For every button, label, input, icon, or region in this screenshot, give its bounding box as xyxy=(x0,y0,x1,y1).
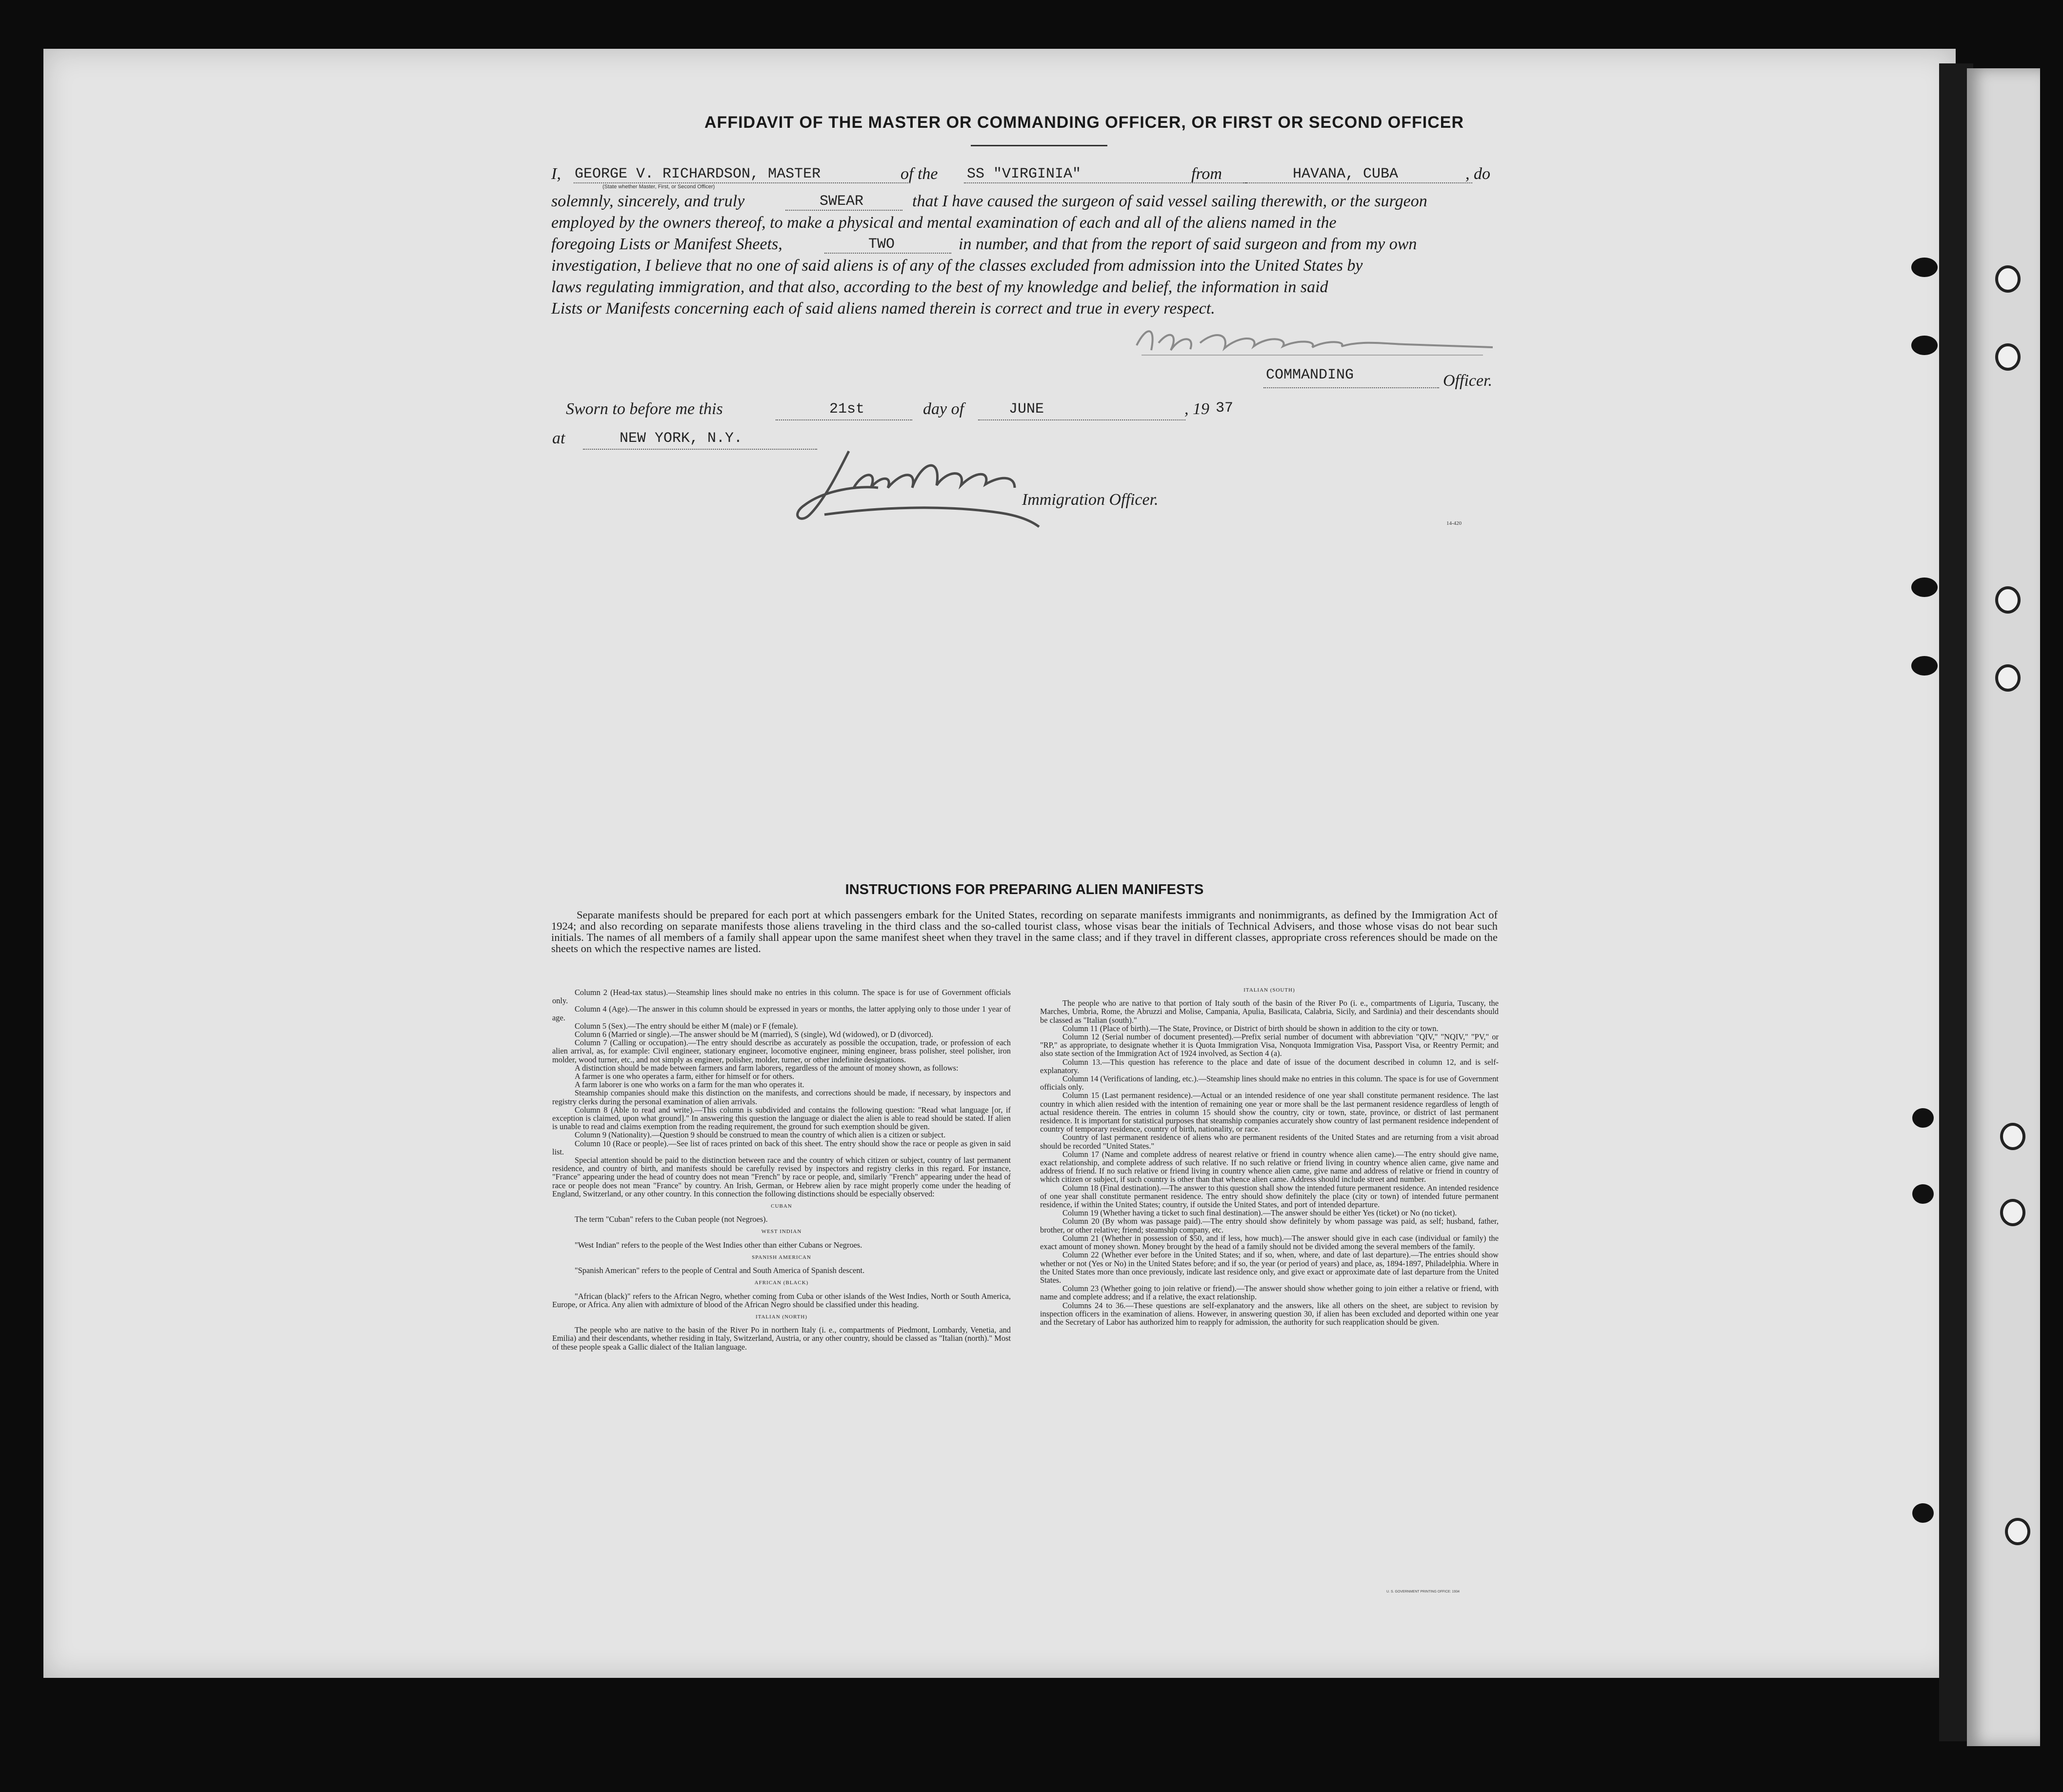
sworn-month-blank xyxy=(978,402,1185,420)
affidavit-line-6: laws regulating immigration, and that also, according to the best of my knowledge and belief, the information in said xyxy=(551,278,1328,296)
instruction-paragraph: Column 21 (Whether in possession of $50, and if less, how much).—The answer should give in each case (individual or family) the exact amount of money shown. Money brought by the head of a family should not be divided among the several members of the family. xyxy=(1040,1233,1499,1252)
punch-hole xyxy=(1912,1503,1934,1523)
instructions-intro: Separate manifests should be prepared for each port at which passengers embark for the United States, recording on separate manifests immigrants and nonimmigrants, as defined by the Immigration Act of 1924; and also recording on separate manifests those aliens traveling in the third class and the so-called tourist class, whose visas bear the initials of Technical Advisers, and those whose visas do not bear such initials. The names of all members of a family shall appear upon the same manifest sheet when they travel in the same class; and if they travel in different classes, appropriate cross references should be made on the sheets on which the respective names are listed. xyxy=(551,909,1498,955)
instruction-paragraph: Column 11 (Place of birth).—The State, Province, or District of birth should be shown in addition to the city or town. xyxy=(1062,1023,1439,1033)
sworn-place-field: NEW YORK, N.Y. xyxy=(620,430,743,447)
instruction-paragraph: Column 18 (Final destination).—The answer to this question shall show the intended future permanent residence. An intended residence of one year shall constitute permanent residence. The entry should show definitely the place (city or town) of intended future permanent residence, if within the United States; country, if outside the United States, and port of intended departure. xyxy=(1040,1183,1499,1210)
instruction-paragraph: Column 22 (Whether ever before in the United States; and if so, when, where, and date of last departure).—The entries should show whether or not (Yes or No) in the United States before; and if so, the year (or period of years) and place, as, 1894-1897, Philadelphia. Where in the United States more than once previously, indicate last residence only, and give exact or approximate date of last departure from the United States. xyxy=(1040,1250,1499,1285)
instruction-paragraph: "Spanish American" refers to the people of Central and South America of Spanish descent. xyxy=(575,1266,865,1275)
instruction-paragraph: Column 10 (Race or people).—See list of races printed on back of this sheet. The entry should show the race or people as given in said list. xyxy=(552,1138,1011,1156)
instruction-paragraph: The people who are native to that portion of Italy south of the basin of the River Po (i. e., compartments of Liguria, Tuscany, the Marches, Umbria, Rome, the Abruzzi and Molise, Campania, Apulia, Basilicata, Calabria, Sicily, and Sardinia) and their descendants should be classed as "Italian (south)." xyxy=(1040,998,1499,1025)
instruction-paragraph: Column 4 (Age).—The answer in this column should be expressed in years or months, the latter applying only to those under 1 year of age. xyxy=(552,1004,1011,1022)
section-heading: CUBAN xyxy=(771,1203,792,1210)
instruction-paragraph: Column 6 (Married or single).—The answer should be M (married), S (single), Wd (widowed), or D (divorced). xyxy=(575,1030,933,1039)
port-blank xyxy=(1243,165,1472,183)
sworn-day-field: 21st xyxy=(829,401,865,418)
instruction-paragraph: "West Indian" refers to the people of the West Indies other than either Cubans or Negroes. xyxy=(575,1240,862,1250)
adjacent-page-edge xyxy=(1967,68,2040,1746)
instruction-paragraph: Column 15 (Last permanent residence).—Actual or an intended residence of one year shall constitute permanent residence. The last country in which alien resided with the intention of remaining one year or more shall be the last permanent residence regardless of length of actual residence therein. The entries in column 15 should show the country, city or town, state, province, or district of last permanent residence. It is important for statistical purposes that steamship companies accurately show country of last permanent residence independent of country of temporary residence, country of birth, nationality, or race. xyxy=(1040,1091,1499,1134)
affidavit-line-4 xyxy=(551,233,1502,256)
year-prefix: , 19 xyxy=(1184,400,1209,418)
punch-hole xyxy=(1911,577,1938,597)
instruction-paragraph: Column 23 (Whether going to join relative or friend).—The answer should show whether going to join either a relative or friend, with name and complete address; and if a relative, the exact relationship. xyxy=(1040,1284,1499,1302)
section-heading: ITALIAN (NORTH) xyxy=(755,1314,808,1320)
instructions-left-column xyxy=(552,988,1011,1351)
instruction-paragraph: Column 19 (Whether having a ticket to such final destination).—The answer should be either Yes (ticket) or No (no ticket). xyxy=(1062,1208,1457,1218)
punch-hole xyxy=(1912,1108,1934,1128)
oath-field: SWEAR xyxy=(820,193,864,210)
instruction-paragraph: Column 17 (Name and complete address of nearest relative or friend in country whence alien came).—The entry should give name, exact relationship, and complete address of such relative. If no such relative or friend living in country whence alien came, give name and address of friend. If no such relative or friend living in country whence alien came, give name and address of relative or friend in country of which citizen or subject, if such country is other than that whence alien came. Address should include street and number. xyxy=(1040,1149,1499,1184)
immigration-officer-signature xyxy=(781,441,1054,534)
instruction-paragraph: Special attention should be paid to the distinction between race and the country of which citizen or subject, country of last permanent residence, and country of birth, and manifests should be carefully revised by inspectors and registry clerks in this regard. For instance, "France" appearing under the head of country does not mean "French" by race or people, and, similarly "French" appearing under the head of race or people does not mean "France" by country. An Irish, German, or Hebrew alien by race might properly come under the heading of England, Switzerland, or any other country. In this connection the following distinctions should be especially observed: xyxy=(552,1155,1011,1198)
instruction-paragraph: Column 13.—This question has reference to the place and date of issue of the document described in column 12, and is self-explanatory. xyxy=(1040,1057,1499,1075)
port-field: HAVANA, CUBA xyxy=(1293,166,1399,182)
affidavit-text: in number, and that from the report of said surgeon and from my own xyxy=(959,235,1417,253)
instruction-paragraph: Column 9 (Nationality).—Question 9 should be construed to mean the country of which alien is a citizen or subject. xyxy=(575,1130,946,1140)
instruction-paragraph: A farm laborer is one who works on a farm for the man who operates it. xyxy=(575,1080,804,1090)
sheet-count-field: TWO xyxy=(868,236,895,253)
affidavit-text: from xyxy=(1191,165,1222,183)
vessel-name-field: SS "VIRGINIA" xyxy=(967,166,1082,182)
instruction-paragraph: Column 14 (Verifications of landing, etc.).—Steamship lines should make no entries in this column. The space is for use of Government officials only. xyxy=(1040,1074,1499,1092)
binder-ring-hole xyxy=(2005,1518,2030,1545)
section-heading: AFRICAN (BLACK) xyxy=(754,1280,809,1286)
binder-ring-hole xyxy=(1995,586,2021,614)
title-rule xyxy=(971,145,1107,146)
binder-ring-hole xyxy=(1995,343,2021,371)
master-signature xyxy=(1132,316,1502,365)
affidavit-text: solemnly, sincerely, and truly xyxy=(551,192,745,210)
at-label: at xyxy=(552,429,565,447)
punch-hole xyxy=(1911,656,1938,676)
binder-ring-hole xyxy=(2000,1123,2025,1150)
instruction-paragraph: A distinction should be made between farmers and farm laborers, regardless of the amount of money shown, as follows: xyxy=(575,1063,959,1073)
instruction-paragraph: The people who are native to the basin of the River Po in northern Italy (i. e., compartments of Piedmont, Lombardy, Venetia, and Emilia) and their descendants, whether residing in Italy, Switzerland, Austria, or any other country, should be classed as "Italian (north)." Most of these people speak a Gallic dialect of the Italian language. xyxy=(552,1325,1011,1352)
day-of-label: day of xyxy=(923,400,964,418)
affidavit-text: , do xyxy=(1465,165,1490,183)
instruction-paragraph: The term "Cuban" refers to the Cuban people (not Negroes). xyxy=(575,1215,768,1224)
officer-label: Officer. xyxy=(1443,372,1493,390)
affidavit-line-3: employed by the owners thereof, to make a physical and mental examination of each and all of the aliens named in the xyxy=(551,214,1337,232)
officer-blank xyxy=(1263,370,1439,388)
section-heading: SPANISH AMERICAN xyxy=(752,1254,811,1260)
year-suffix: 37 xyxy=(1216,400,1234,417)
officer-title-field: COMMANDING xyxy=(1266,367,1354,383)
affidavit-text: that I have caused the surgeon of said vessel sailing therewith, or the surgeon xyxy=(912,192,1427,210)
punch-hole xyxy=(1911,336,1938,355)
sheet-count-blank xyxy=(824,235,951,254)
affidavit-line-7: Lists or Manifests concerning each of said aliens named therein is correct and true in every respect. xyxy=(551,299,1215,318)
instruction-paragraph: Column 5 (Sex).—The entry should be either M (male) or F (female). xyxy=(575,1021,798,1031)
affidavit-text: of the xyxy=(901,165,938,183)
binder-ring-hole xyxy=(2000,1199,2025,1226)
sworn-month-field: JUNE xyxy=(1009,401,1044,418)
sworn-day-blank xyxy=(776,402,912,420)
affidavit-title: AFFIDAVIT OF THE MASTER OR COMMANDING OFFICER, OR FIRST OR SECOND OFFICER xyxy=(704,113,1464,132)
instruction-paragraph: Steamship companies should make this distinction on the manifests, and corrections should be made, if necessary, by inspectors and registry clerks during the personal examination of alien arrivals. xyxy=(552,1088,1011,1106)
instruction-paragraph: Column 8 (Able to read and write).—This column is subdivided and contains the following question: "Read what language [or, if exception is claimed, upon what ground]." In answering this question the language or dialect the alien is able to read should be stated. If alien is unable to read and claims exemption from the reading requirement, the ground for such exemption should be given. xyxy=(552,1105,1011,1132)
instruction-paragraph: Country of last permanent residence of aliens who are permanent residents of the United States and are returning from a visit abroad should be recorded "United States." xyxy=(1040,1133,1499,1151)
section-heading: WEST INDIAN xyxy=(761,1229,802,1235)
affidavit-text: I, xyxy=(551,165,561,183)
instructions-title: INSTRUCTIONS FOR PREPARING ALIEN MANIFESTS xyxy=(845,882,1204,897)
oath-blank xyxy=(785,192,902,211)
printer-imprint: U. S. GOVERNMENT PRINTING OFFICE: 1934 xyxy=(1386,1590,1460,1593)
punch-hole xyxy=(1911,258,1938,277)
instruction-paragraph: "African (black)" refers to the African Negro, whether coming from Cuba or other islands of the West Indies, North or South America, Europe, or Africa. Any alien with admixture of blood of the African Negro should be classified under this heading. xyxy=(552,1291,1011,1309)
affidavit-line-1 xyxy=(551,163,1502,185)
instruction-paragraph: Columns 24 to 36.—These questions are self-explanatory and the answers, like all others on the sheet, are subject to revision by inspection officers in the examination of aliens. However, in answering question 30, if alien has been excluded and deported within one year and the Secretary of Labor has authorized him to reapply for admission, the authority for such reapplication should be given. xyxy=(1040,1300,1499,1327)
immigration-officer-label: Immigration Officer. xyxy=(1022,491,1159,509)
punch-hole xyxy=(1912,1184,1934,1204)
master-name-field: GEORGE V. RICHARDSON, MASTER xyxy=(575,166,821,182)
binder-ring-hole xyxy=(1995,265,2021,293)
affidavit-line-2 xyxy=(551,190,1502,213)
form-number: 14-420 xyxy=(1446,520,1462,526)
instruction-paragraph: Column 7 (Calling or occupation).—The entry should describe as accurately as possible the occupation, trade, or profession of each alien arrival, as, for example: Civil engineer, stationary engineer, locomotive engineer, mining engineer, brass polisher, steel polisher, iron molder, wood turner, etc., and not simply as engineer, polisher, molder, turner, or other indefinite designations. xyxy=(552,1038,1011,1064)
instruction-paragraph: A farmer is one who operates a farm, either for himself or for others. xyxy=(575,1072,795,1081)
instructions-right-column xyxy=(1040,986,1499,1326)
sworn-label: Sworn to before me this xyxy=(566,400,723,418)
instruction-paragraph: Column 2 (Head-tax status).—Steamship lines should make no entries in this column. The space is for use of Government officials only. xyxy=(552,988,1011,1006)
master-note: (State whether Master, First, or Second Officer) xyxy=(602,184,715,190)
binder-ring-hole xyxy=(1995,664,2021,692)
affidavit-line-5: investigation, I believe that no one of said aliens is of any of the classes excluded from admission into the United States by xyxy=(551,257,1363,275)
section-heading: ITALIAN (SOUTH) xyxy=(1243,987,1295,993)
master-name-blank xyxy=(574,165,910,183)
instruction-paragraph: Column 12 (Serial number of document presented).—Prefix serial number of document with abbreviation "QIV," "NQIV," "PV," or "RP," as appropriate, to designate whether it is Quota Immigration Visa, Nonquota Immigration Visa, Passport Visa, or Reentry Permit; and also state section of the Immigration Act of 1924 involved, as Section 4 (a). xyxy=(1040,1032,1499,1058)
affidavit-text: foregoing Lists or Manifest Sheets, xyxy=(551,235,782,253)
instruction-paragraph: Column 20 (By whom was passage paid).—The entry should show definitely by whom passage was paid, as self; husband, father, brother, or other relative; friend; steamship company, etc. xyxy=(1040,1216,1499,1234)
